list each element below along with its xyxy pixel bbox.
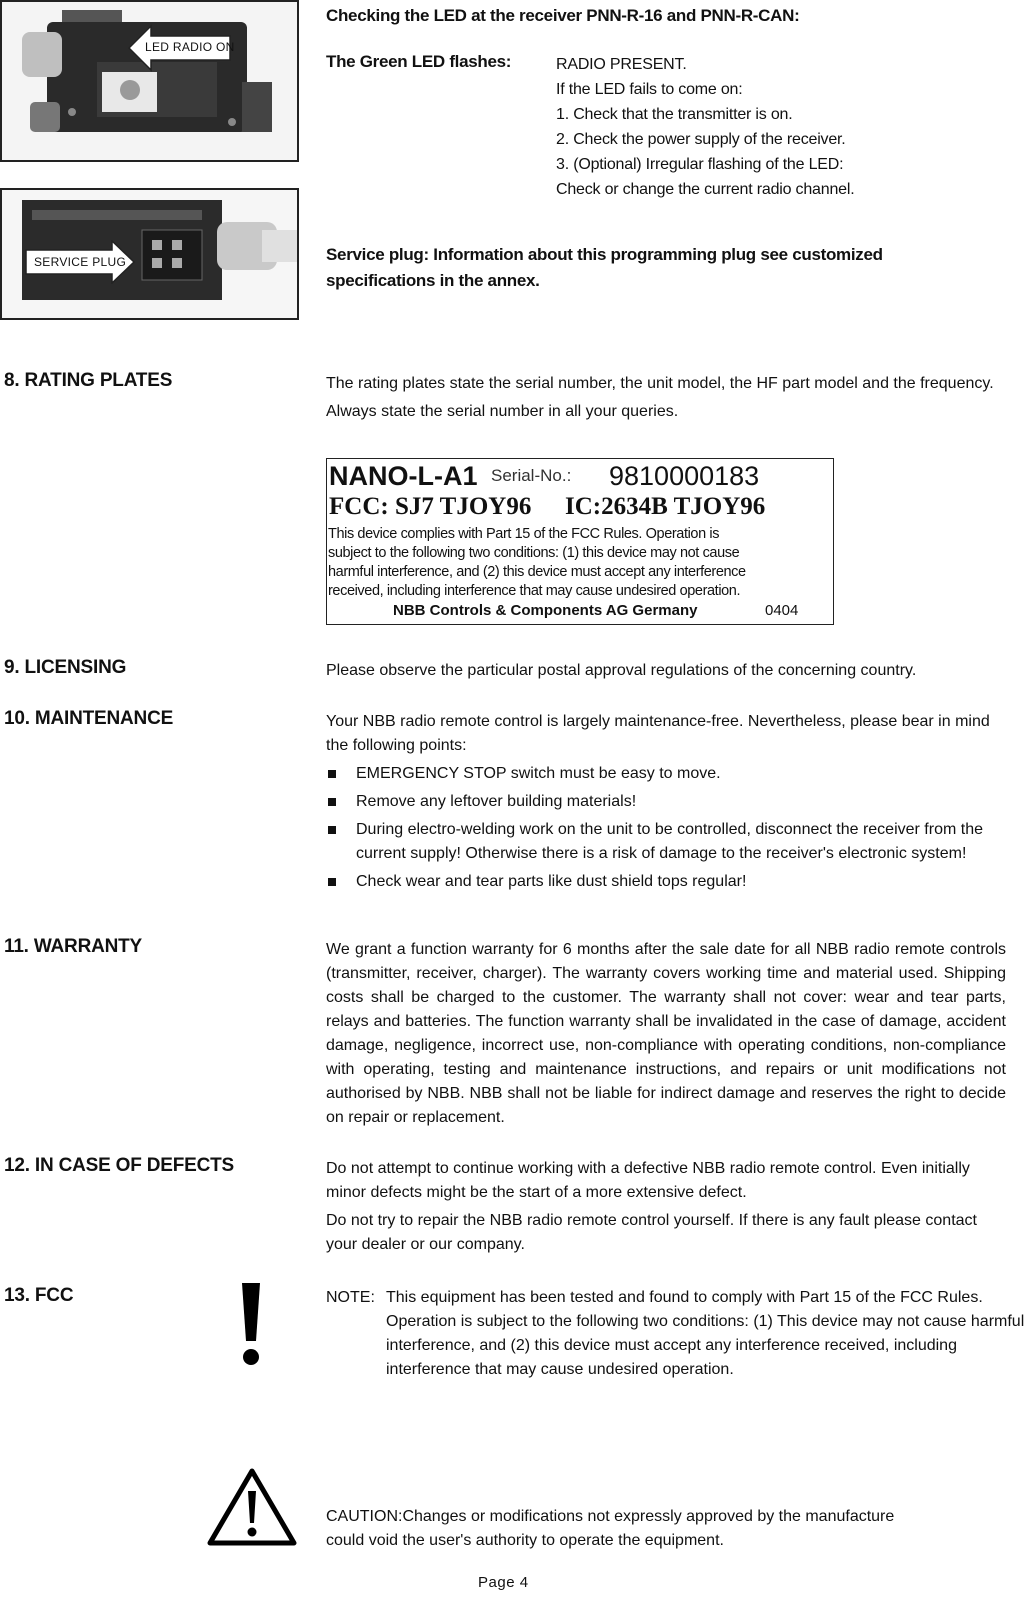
led-radio-on-label: LED RADIO ON (145, 40, 235, 54)
defects-paragraph: Do not attempt to continue working with a defective NBB radio remote control. Even initially minor defects might be the start of a more extensive defect. (326, 1160, 970, 1201)
defects-heading: 12. IN CASE OF DEFECTS (4, 1155, 234, 1176)
plate-compliance-line: subject to the following two conditions: (1) this device may not cause (328, 545, 740, 561)
plate-ic-id: IC:2634B TJOY96 (565, 493, 766, 520)
plate-code: 0404 (765, 602, 799, 619)
plate-compliance-line: received, including interference that may cause undesired operation. (328, 583, 741, 599)
green-led-label: The Green LED flashes: (326, 52, 512, 71)
plate-model: NANO-L-A1 (329, 461, 478, 491)
rating-plates-paragraph: The rating plates state the serial number, the unit model, the HF part model and the frequency. (326, 375, 994, 392)
plate-fcc-id: FCC: SJ7 TJOY96 (329, 493, 532, 520)
service-plug-arrow (24, 240, 136, 284)
list-item: EMERGENCY STOP switch must be easy to move. (326, 762, 1006, 786)
plate-company: NBB Controls & Components AG Germany (393, 602, 698, 619)
fcc-caution-text: Changes or modifications not expressly approved by the manufacture (402, 1508, 895, 1525)
bullet-square-icon (328, 878, 336, 886)
licensing-heading: 9. LICENSING (4, 657, 127, 678)
plate-compliance-text (328, 525, 746, 601)
led-line: If the LED fails to come on: (556, 81, 743, 98)
fcc-caution-line: could void the user's authority to operate the equipment. (326, 1532, 724, 1549)
warning-triangle-icon (206, 1467, 298, 1547)
defects-paragraph: Do not try to repair the NBB radio remote control yourself. If there is any fault please contact your dealer or our company. (326, 1212, 977, 1253)
plate-compliance-line: This device complies with Part 15 of the FCC Rules. Operation is (328, 526, 720, 542)
rating-plates-heading: 8. RATING PLATES (4, 370, 173, 391)
fcc-note (326, 1286, 1026, 1382)
maintenance-heading: 10. MAINTENANCE (4, 708, 174, 729)
warranty-text (326, 938, 1006, 1134)
fcc-caution-label: CAUTION: (326, 1508, 403, 1525)
fcc-note-label: NOTE: (326, 1289, 375, 1306)
service-plug-label: SERVICE PLUG (34, 255, 127, 269)
list-item: Remove any leftover building materials! (326, 790, 1006, 814)
exclamation-icon (238, 1283, 264, 1367)
plate-compliance-line: harmful interference, and (2) this device must accept any interference (328, 564, 746, 580)
service-plug-info-line: specifications in the annex. (326, 271, 540, 290)
service-plug-photo (0, 188, 299, 320)
plate-serial-number: 9810000183 (609, 461, 760, 491)
warranty-paragraph: We grant a function warranty for 6 months after the sale date for all NBB radio remote controls (transmitter, receiver, charger). The warranty covers working time and material used. Shipping costs shall be charged to the customer. The warranty shall not cover: wear and tear parts, relays and batteries. The function warranty shall be invalidated in the case of damage, accident damage, negligence, incorrect use, non-compliance with operating conditions, non-compliance with operating, testing and maintenance instructions, and repairs or unit modifications not authorised by NBB. NBB shall not be liable for indirect damage and reserves the right to decide on repair or replacement. (326, 941, 1006, 1126)
receiver-led-photo (0, 0, 299, 162)
bullet-square-icon (328, 826, 336, 834)
rating-plate (326, 458, 834, 625)
maintenance-paragraph: Your NBB radio remote control is largely maintenance-free. Nevertheless, please bear in mind the following points: (326, 713, 990, 754)
defects-text (326, 1157, 1006, 1261)
led-section-title: Checking the LED at the receiver PNN-R-16 and PNN-R-CAN: (326, 6, 800, 25)
service-plug-info-line: Service plug: Information about this programming plug see customized (326, 245, 883, 264)
bullet-square-icon (328, 798, 336, 806)
plate-serial-label: Serial-No.: (491, 466, 572, 485)
service-plug-info (326, 242, 1016, 294)
licensing-text (326, 659, 1006, 687)
led-status-lines (556, 52, 996, 202)
led-line: RADIO PRESENT. (556, 56, 687, 73)
warranty-heading: 11. WARRANTY (4, 936, 143, 957)
led-line: 2. Check the power supply of the receiver. (556, 131, 846, 148)
led-radio-on-arrow (127, 24, 235, 72)
led-line: 1. Check that the transmitter is on. (556, 106, 793, 123)
fcc-caution-line (326, 1505, 1016, 1529)
licensing-paragraph: Please observe the particular postal approval regulations of the concerning country. (326, 662, 917, 679)
maintenance-text (326, 710, 1006, 898)
maintenance-list (326, 762, 1006, 894)
fcc-heading: 13. FCC (4, 1285, 74, 1306)
page-number: Page 4 (478, 1574, 529, 1591)
bullet-square-icon (328, 770, 336, 778)
rating-plates-text (326, 372, 1006, 428)
fcc-note-text: This equipment has been tested and found to comply with Part 15 of the FCC Rules. Operation is subject to the following two conditions: (1) This device may not cause harmful interference, and (2) this device must accept any interference received, including interference that may cause undesired operation. (386, 1289, 1025, 1378)
fcc-caution (326, 1505, 1016, 1553)
led-line: 3. (Optional) Irregular flashing of the LED: (556, 156, 844, 173)
rating-plates-paragraph: Always state the serial number in all your queries. (326, 403, 679, 420)
led-line: Check or change the current radio channel. (556, 181, 855, 198)
list-item: During electro-welding work on the unit to be controlled, disconnect the receiver from the current supply! Otherwise there is a risk of damage to the receiver's electronic system! (326, 818, 1006, 866)
list-item: Check wear and tear parts like dust shield tops regular! (326, 870, 1006, 894)
